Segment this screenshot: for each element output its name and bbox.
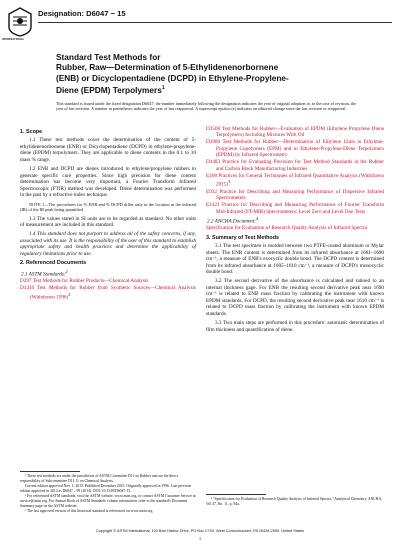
footnote-1-edition: Current edition approved Nov. 1, 2015. Published December 2015. Originally approved in 1996. Last previous edition approved in 2014 as D6047 – 99 (2014). DOI: 10.1520/D6047-15. (20, 484, 192, 493)
ref-code-link[interactable]: D3900 (206, 139, 221, 146)
para-3-1: 3.1 The test specimen is molded between two PTFE-coated aluminum or Mylar sheets. The ENB content is determined from its infrared absorbance at 1681–1690 cm⁻¹, a measure of ENB's exocyclic double bond. The DCPD content is determined from its infrared absorbance at 1605–1610 cm⁻¹, a measure of DCPD's monocyclic double bond. (206, 243, 384, 276)
copyright-line: Copyright © ASTM International, 100 Barr Harbor Drive, PO Box C700, West Conshohocken, PA 19428-2959. United States (95, 529, 304, 533)
logo-label: INTERNATIONAL (2, 38, 25, 41)
ancha-document-label (207, 216, 384, 225)
para-1-3: 1.3 The values stated in SI units are to be regarded as standard. No other units of measurement are included in this standard. (20, 215, 196, 228)
ref-title: Test Methods for Rubber from Synthetic Sources—Chemical Analysis (Withdrawn 1996) (30, 285, 196, 301)
title-footnote-mark: 1 (161, 84, 165, 91)
ref-item (206, 225, 384, 231)
ref-title: Practice for Evaluating Precision for Test Method Standards in the Rubber and Carbon Black Manufacturing Industries (216, 159, 385, 172)
astm-standards-label (21, 269, 196, 278)
para-1-1: 1.1 These test methods cover the determination of the content of 5-ethylidenenorbornene (ENB) or Dicyclopentadiene (DCPD) in ethylene-propylene-diene (EPDM) terpolymers. They are applicable to diene contents in the 0.1 to 10 mass % range. (20, 137, 196, 163)
ref-title: Practice for Describing and Measuring Performance of Dispersive Infrared Spectrometers (216, 188, 385, 202)
section-scope-heading: 1. Scope (20, 129, 43, 135)
title-line-1: Standard Test Methods for (56, 52, 161, 62)
section-referenced-docs-heading: 2. Referenced Documents (20, 260, 87, 267)
astm-standards-sup: 2 (65, 268, 68, 274)
ref-title: Practice for Describing and Measuring Performance of Fourier Transform Mid-Infrared (FT-MIR) Spectrometers: Level Zero and Level One Tests (216, 202, 385, 215)
title-line-4 (56, 83, 356, 95)
right-column (206, 126, 384, 336)
title-line-2: Rubber, Raw—Determination of 5-Ethylidenenorbornene (56, 62, 279, 73)
ref-title: Test Methods for Rubber—Determination of Ethylene Units in Ethylene-Propylene Copolymers (EPM) and in Ethylene-Propylene-Diene Terpolymers (EPDM) by Infrared Spectrometry (216, 139, 384, 159)
footnote-1: ¹ These test methods are under the jurisdiction of ASTM Committee D11 on Rubber and are the direct responsibility of Subcommittee D11.11 on Chemical Analysis. (20, 474, 178, 483)
right-footnotes (206, 497, 384, 506)
ref-code-link[interactable]: Specification (206, 225, 234, 232)
note-1: NOTE 1—The procedures for % ENB and % DCPD differ only in the location in the infrared (IR) of the IR peak being quantified. (20, 201, 196, 213)
ancha-document-sup: 4 (255, 215, 259, 221)
ref-code-link[interactable]: D3568 (206, 126, 221, 132)
para-1-2: 1.2 ENB and DCPD are dienes introduced in ethylene/propylene rubbers to generate specific cure properties. Since high precision for diene content determination has become very important, a Fourier Transform Infrared Spectroscopic (FTIR) method was developed. Diene determination was performed in the past by a refractive index technique. (20, 166, 196, 199)
designation: Designation: D6047 − 15 (38, 9, 126, 18)
right-footnote-rule (206, 494, 266, 495)
ref-code-link[interactable]: E168 (206, 172, 217, 179)
ref-code-link[interactable]: E1421 (206, 202, 220, 209)
ref-item (206, 139, 384, 158)
astm-standards-text: 2.1 ASTM Standards: (21, 271, 66, 278)
ref-item (206, 189, 384, 202)
ref-code-link[interactable]: D1416 (20, 285, 35, 292)
ref-item (206, 202, 384, 215)
footnotes (20, 474, 196, 515)
ref-code-link[interactable]: E932 (206, 188, 217, 195)
ref-item (206, 173, 384, 189)
ref-item (20, 285, 196, 301)
ref-title: for Evaluation of Research Quality Analysis of Infrared Spectra (234, 225, 367, 232)
astm-logo-icon (7, 7, 33, 37)
ref-item (20, 278, 196, 284)
title-line-4-text: Diene (EPDM) Terpolymers (56, 84, 162, 95)
document-title (56, 52, 356, 95)
section-summary-heading: 3. Summary of Test Methods (206, 234, 279, 241)
footnote-2: ² For referenced ASTM standards, visit the ASTM website, www.astm.org, or contact ASTM Customer Service at service@astm.org. For Annual Book of ASTM Standards volume information, refer to the standard's Document Summary page on the ASTM website. (20, 494, 196, 508)
ref-title: Test Methods for Rubber Products—Chemical Analysis (32, 278, 149, 285)
ref-sup: 3 (68, 291, 71, 297)
title-line-3: (ENB) or Dicyclopentadiene (DCPD) in Ethylene-Propylene- (56, 72, 289, 83)
ref-code-link[interactable]: D297 (20, 278, 32, 285)
left-column (20, 126, 196, 301)
footnote-3: ³ The last approved version of this historical standard is referenced on www.astm.org. (25, 509, 154, 514)
page-number: 1 (198, 536, 202, 541)
issuance-notice: This standard is issued under the fixed designation D6047; the number immediately following the designation indicates the year of original adoption or, in the case of revision, the year of last revision. A number in parentheses indicates the year of last reapproval. A superscript epsilon (ε) indicates an editorial change since the last revision or reapproval. (56, 101, 356, 112)
ref-item (206, 126, 384, 139)
para-3-3: 3.3 Two main steps are performed in this procedure: automatic determination of film thickness and quantification of diene. (206, 320, 384, 333)
header-rule (38, 22, 392, 23)
ref-code-link[interactable]: D4483 (206, 159, 221, 166)
ref-item (206, 159, 384, 172)
ref-sup: 3 (228, 179, 231, 185)
para-1-4: 1.4 This standard does not purport to address all of the safety concerns, if any, associated with its use. It is the responsibility of the user of this standard to establish appropriate safety and health practices and determine the applicability of regulatory limitations prior to use. (20, 231, 196, 257)
ref-title: Practices for General Techniques of Infrared Quantitative Analysis (Withdrawn 2015) (216, 172, 384, 188)
footnote-rule (20, 471, 80, 472)
para-3-2: 3.2 The second derivative of the absorbance is calculated and ratioed to an internal thickness gage. For ENB the resulting second derivative peak near 1690 cm⁻¹ is related to ENB mass fraction by calibrating the instrument with known EPDM standards. For DCPD, the resulting second derivative peak near 1610 cm⁻¹ is related to DCPD mass fraction by calibrating the instrument with known EPDM standards. (206, 278, 384, 317)
ancha-document-text: 2.2 ANCHA Document: (207, 218, 256, 225)
ref-title: Test Methods for Rubber—Evaluation of EPDM (Ethylene Propylene Diene Terpolymers) Including Mixtures With Oil (216, 126, 385, 139)
footnote-4: ⁴ "Specification for Evaluation of Research Quality Analysis of Infrared Spectra," Analytical Chemistry, ANCHA, Vol 47, No. 11, p. 94a. (206, 497, 383, 506)
